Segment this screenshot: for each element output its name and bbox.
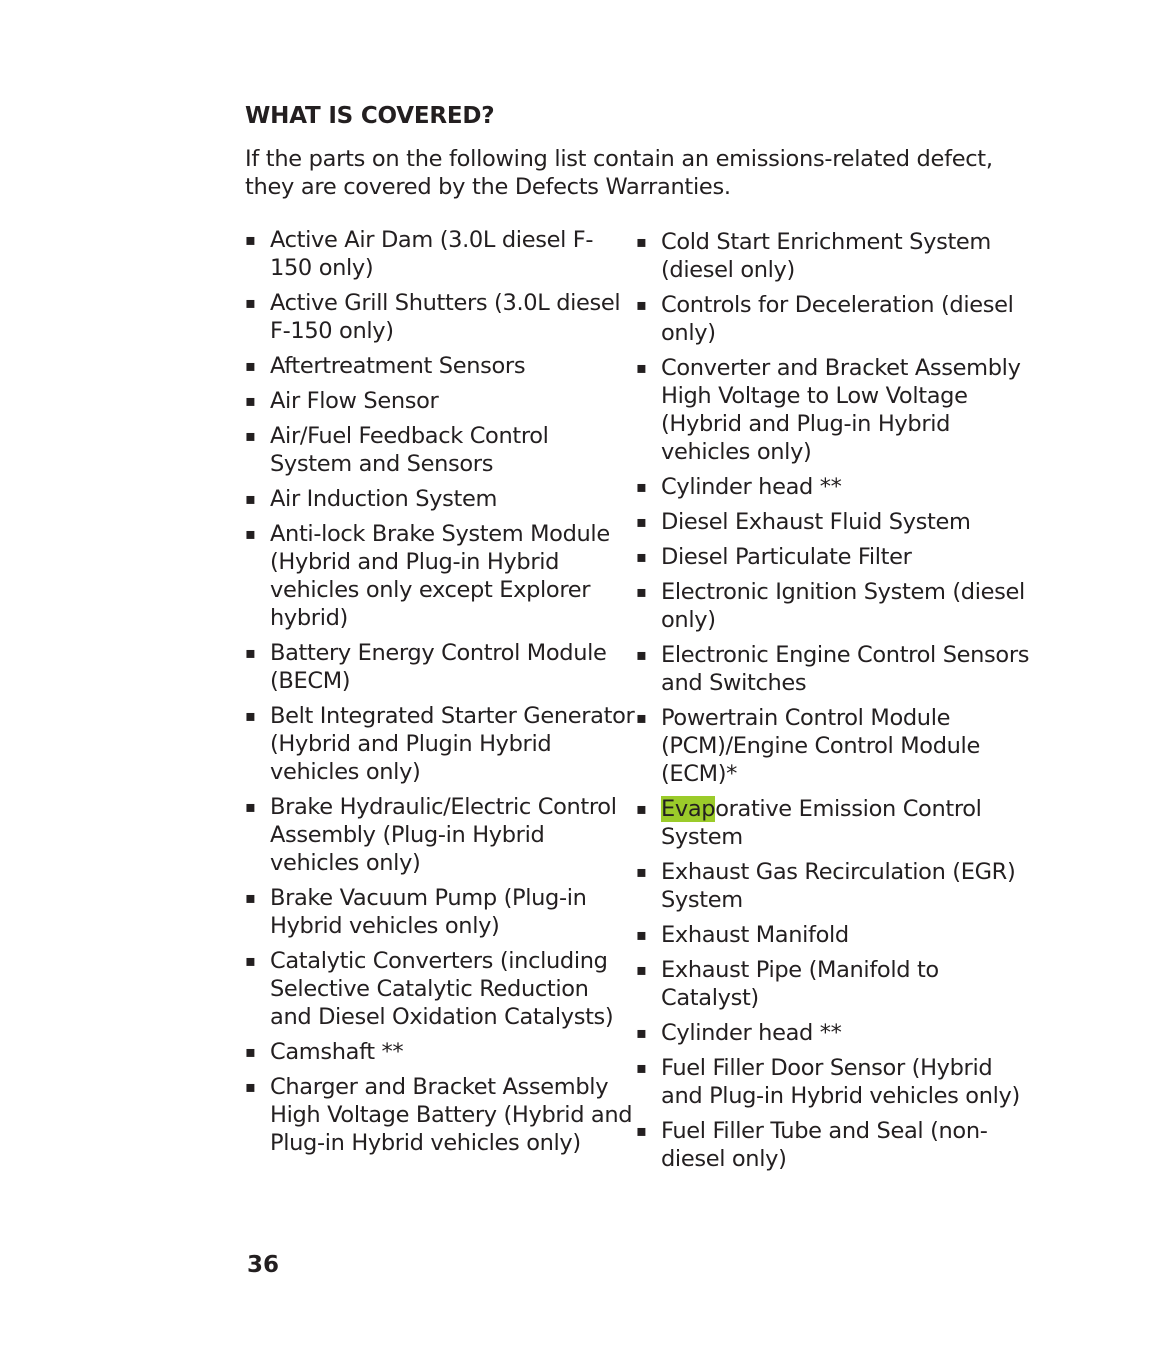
list-item-text: Diesel Particulate Filter: [661, 544, 912, 570]
bullet-icon: ▪: [636, 960, 647, 979]
list-item: [636, 354, 1036, 466]
list-item-text: Exhaust Manifold: [661, 922, 849, 948]
list-item: [245, 422, 635, 478]
list-item-text: Belt Integrated Starter Generator (Hybrid and Plugin Hybrid vehicles only): [270, 703, 635, 785]
bullet-icon: ▪: [636, 645, 647, 664]
list-item-text: Cylinder head **: [661, 474, 842, 500]
list-item: [636, 795, 1036, 851]
bullet-icon: ▪: [245, 1042, 256, 1061]
list-item: [245, 1038, 635, 1066]
list-item: [636, 1019, 1036, 1047]
list-item-text: Active Air Dam (3.0L diesel F-150 only): [270, 227, 594, 281]
list-item: [636, 921, 1036, 949]
list-item-text: Electronic Engine Control Sensors and Switches: [661, 642, 1030, 696]
list-item-text: Cold Start Enrichment System (diesel only): [661, 229, 991, 283]
list-item: [245, 226, 635, 282]
list-item: [636, 858, 1036, 914]
bullet-icon: ▪: [636, 708, 647, 727]
list-item: [636, 704, 1036, 788]
bullet-icon: ▪: [636, 1023, 647, 1042]
bullet-icon: ▪: [245, 1077, 256, 1096]
bullet-icon: ▪: [636, 232, 647, 251]
list-item-text: Electronic Ignition System (diesel only): [661, 579, 1025, 633]
list-item-text: Catalytic Converters (including Selective Catalytic Reduction and Diesel Oxidation Catalysts): [270, 948, 614, 1030]
bullet-icon: ▪: [636, 925, 647, 944]
list-item-text: Cylinder head **: [661, 1020, 842, 1046]
list-item-text: Converter and Bracket Assembly High Voltage to Low Voltage (Hybrid and Plug-in Hybrid vehicles only): [661, 355, 1021, 465]
list-item-text: Exhaust Gas Recirculation (EGR) System: [661, 859, 1016, 913]
list-item-text: Diesel Exhaust Fluid System: [661, 509, 971, 535]
list-item: [245, 793, 635, 877]
list-item: [636, 228, 1036, 284]
bullet-icon: ▪: [245, 706, 256, 725]
covered-parts-list-left: [245, 226, 635, 1164]
list-item: [245, 520, 635, 632]
bullet-icon: ▪: [245, 797, 256, 816]
list-item: [636, 291, 1036, 347]
list-item: [245, 352, 635, 380]
list-item-text-rest: orative Emission Control System: [661, 796, 982, 850]
list-item: [636, 1054, 1036, 1110]
bullet-icon: ▪: [245, 524, 256, 543]
list-item-text: Controls for Deceleration (diesel only): [661, 292, 1014, 346]
list-item-text: Anti-lock Brake System Module (Hybrid and Plug-in Hybrid vehicles only except Explorer hybrid): [270, 521, 610, 631]
bullet-icon: ▪: [245, 888, 256, 907]
bullet-icon: ▪: [636, 582, 647, 601]
list-item: [245, 1073, 635, 1157]
list-item-text: Brake Vacuum Pump (Plug-in Hybrid vehicles only): [270, 885, 587, 939]
list-item: [636, 543, 1036, 571]
bullet-icon: ▪: [245, 643, 256, 662]
list-item-text: Air/Fuel Feedback Control System and Sensors: [270, 423, 549, 477]
text-highlight: Evap: [661, 796, 716, 822]
bullet-icon: ▪: [245, 426, 256, 445]
list-item: [636, 956, 1036, 1012]
list-item-text: Charger and Bracket Assembly High Voltage Battery (Hybrid and Plug-in Hybrid vehicles only): [270, 1074, 633, 1156]
list-item: [245, 702, 635, 786]
bullet-icon: ▪: [636, 799, 647, 818]
bullet-icon: ▪: [245, 489, 256, 508]
list-item-text: Air Induction System: [270, 486, 498, 512]
bullet-icon: ▪: [636, 862, 647, 881]
page-number: 36: [247, 1252, 280, 1278]
list-item: [636, 473, 1036, 501]
list-item: [245, 947, 635, 1031]
list-item-text: Fuel Filler Door Sensor (Hybrid and Plug-in Hybrid vehicles only): [661, 1055, 1020, 1109]
list-item: [245, 289, 635, 345]
bullet-icon: ▪: [245, 356, 256, 375]
bullet-icon: ▪: [636, 295, 647, 314]
list-item-text: Exhaust Pipe (Manifold to Catalyst): [661, 957, 939, 1011]
list-item: [245, 884, 635, 940]
list-item: [636, 1117, 1036, 1173]
list-item-text: Camshaft **: [270, 1039, 404, 1065]
list-item-text: Brake Hydraulic/Electric Control Assembly (Plug-in Hybrid vehicles only): [270, 794, 617, 876]
list-item: [636, 641, 1036, 697]
bullet-icon: ▪: [636, 1121, 647, 1140]
covered-parts-list-right: [636, 228, 1036, 1180]
list-item-text: Fuel Filler Tube and Seal (non-diesel only): [661, 1118, 988, 1172]
list-item: [245, 387, 635, 415]
bullet-icon: ▪: [245, 230, 256, 249]
bullet-icon: ▪: [636, 547, 647, 566]
bullet-icon: ▪: [636, 477, 647, 496]
list-item-text: Powertrain Control Module (PCM)/Engine Control Module (ECM)*: [661, 705, 980, 787]
list-item-text: Battery Energy Control Module (BECM): [270, 640, 607, 694]
section-heading: WHAT IS COVERED?: [245, 103, 495, 129]
list-item-text: Aftertreatment Sensors: [270, 353, 526, 379]
list-item: [245, 485, 635, 513]
bullet-icon: ▪: [245, 391, 256, 410]
bullet-icon: ▪: [245, 293, 256, 312]
list-item-text: [661, 795, 1036, 851]
list-item-text: Active Grill Shutters (3.0L diesel F-150 only): [270, 290, 621, 344]
list-item: [636, 578, 1036, 634]
bullet-icon: ▪: [636, 1058, 647, 1077]
list-item: [636, 508, 1036, 536]
list-item-text: Air Flow Sensor: [270, 388, 439, 414]
bullet-icon: ▪: [636, 512, 647, 531]
list-item: [245, 639, 635, 695]
bullet-icon: ▪: [636, 358, 647, 377]
bullet-icon: ▪: [245, 951, 256, 970]
intro-paragraph: If the parts on the following list contain an emissions-related defect, they are covered by the Defects Warranties.: [245, 146, 993, 200]
